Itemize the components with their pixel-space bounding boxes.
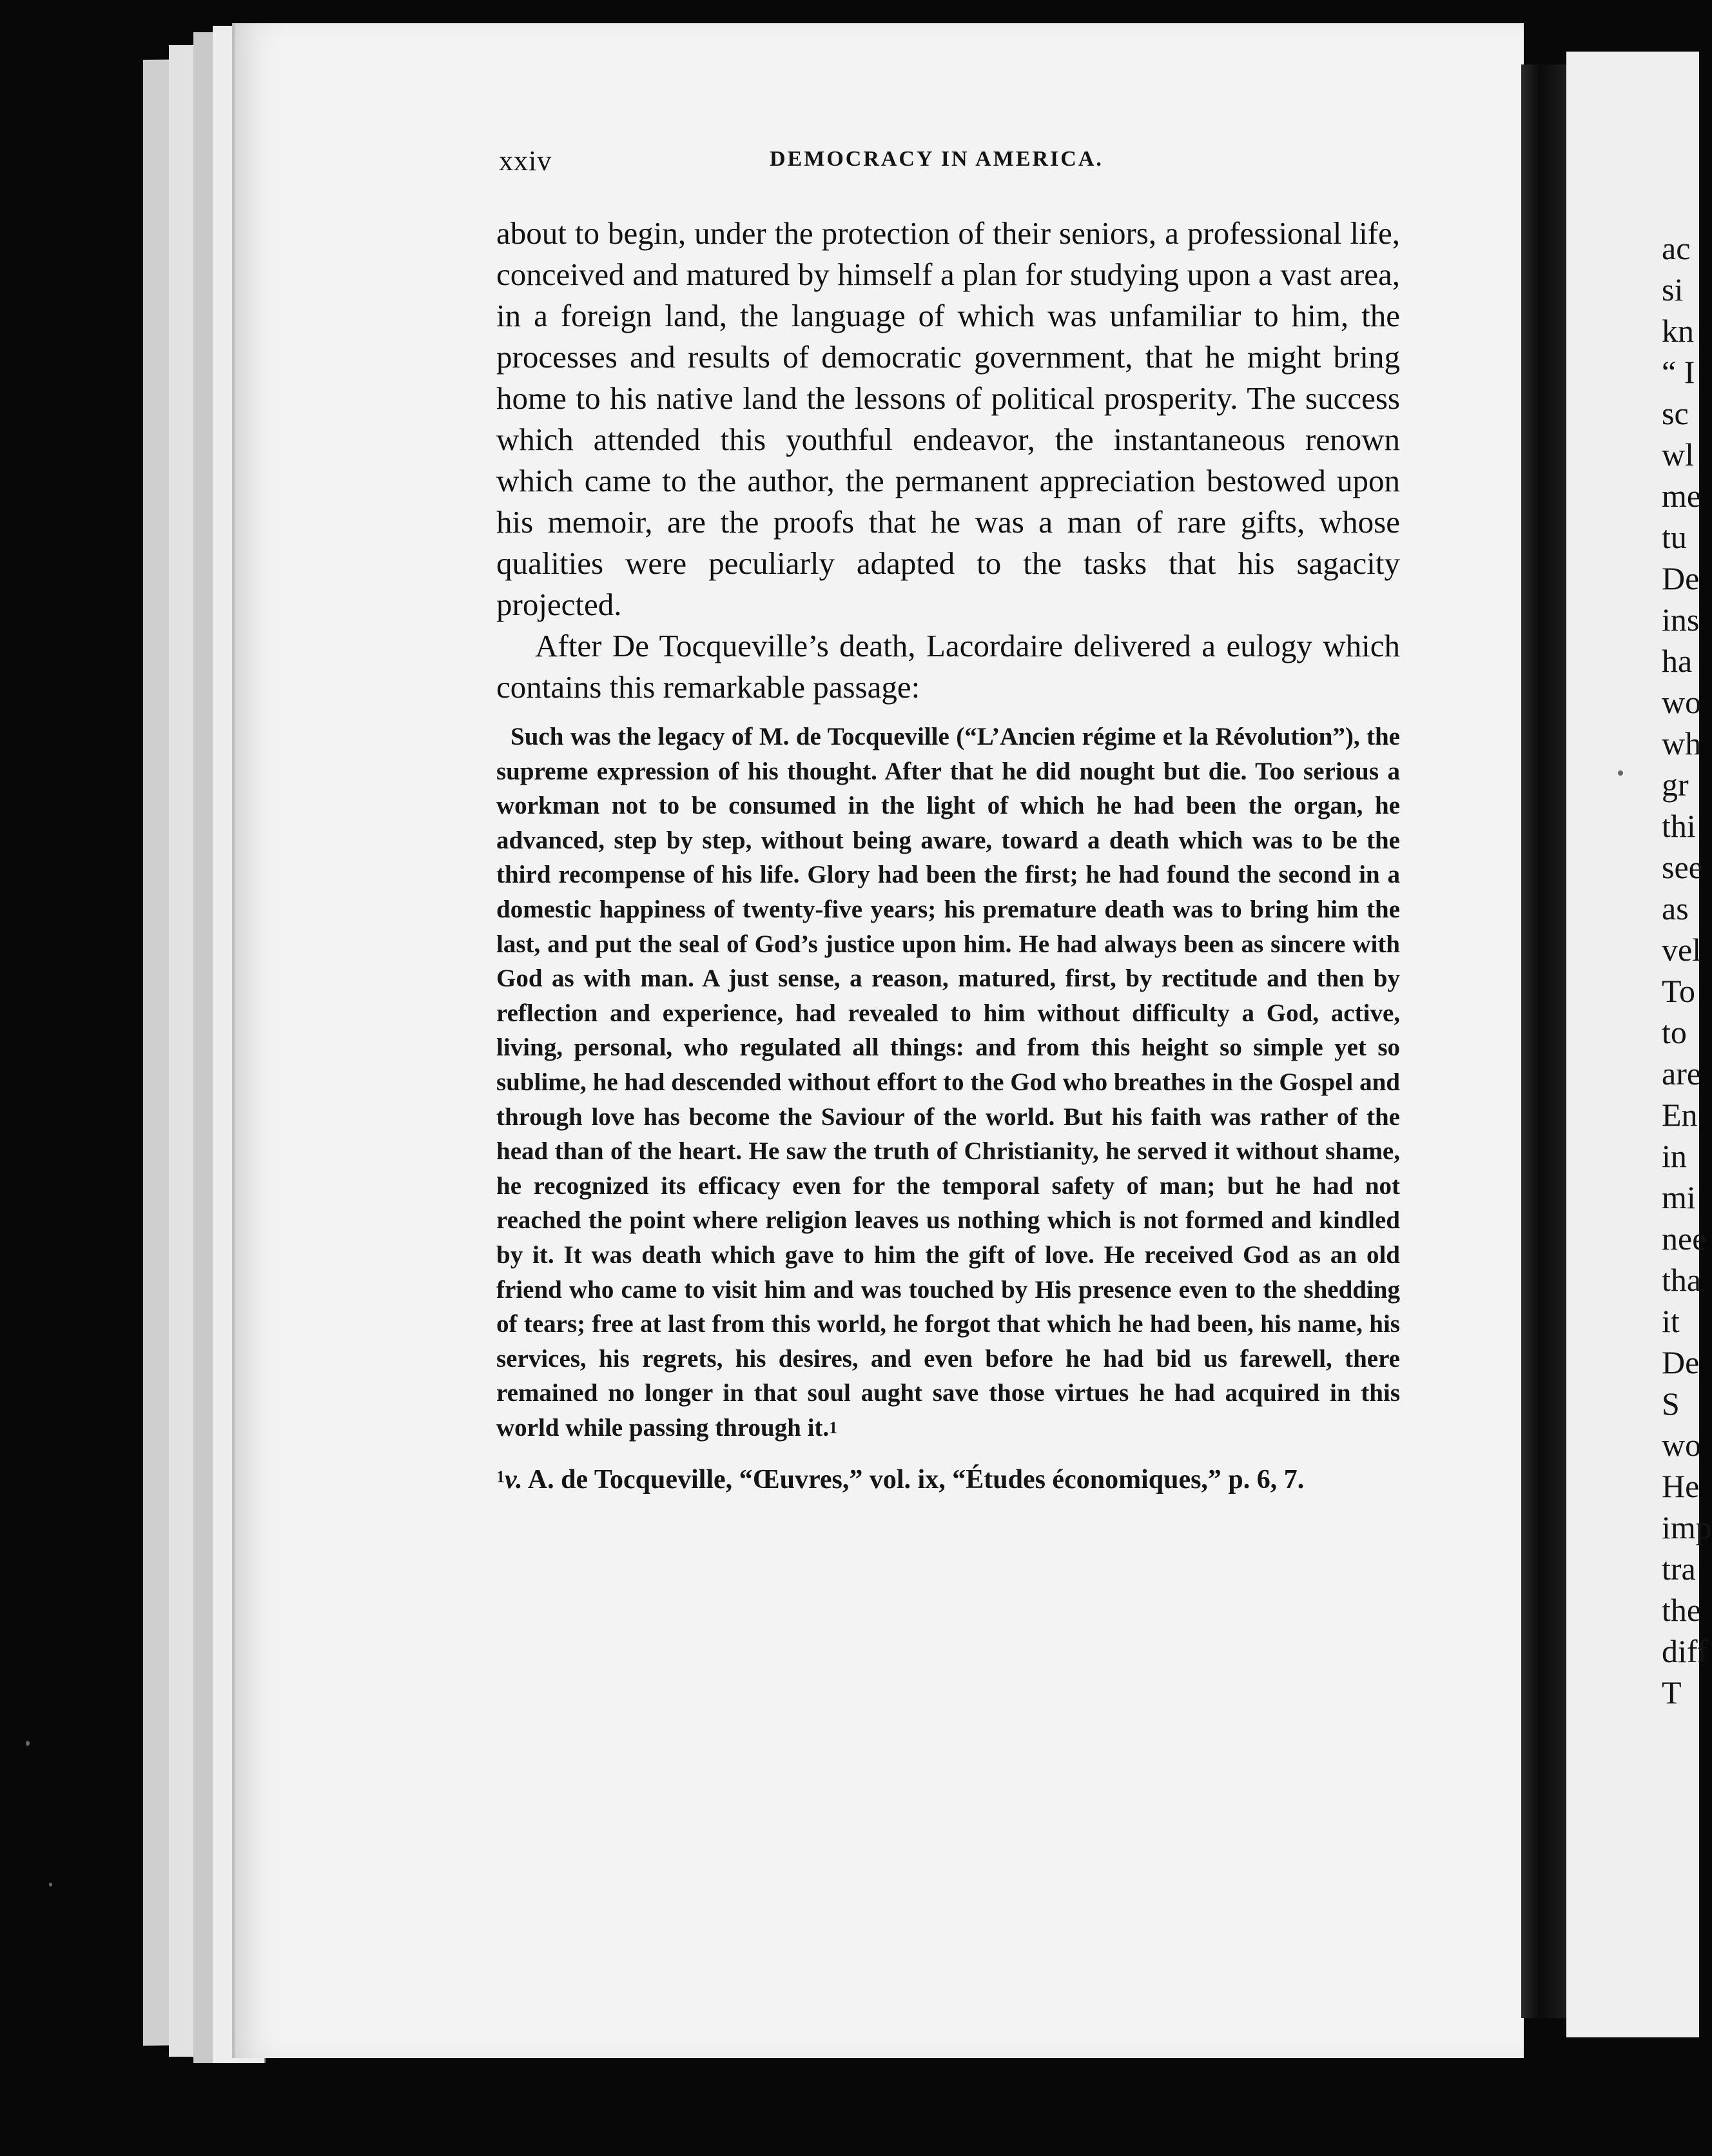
facing-page-line: tu bbox=[1662, 519, 1687, 555]
footnote-reference: 1 bbox=[829, 1418, 838, 1437]
facing-page-line: sc bbox=[1662, 395, 1689, 431]
book-gutter bbox=[1521, 64, 1566, 2018]
facing-page-line: thi bbox=[1662, 808, 1696, 844]
facing-page-line: wl bbox=[1662, 436, 1694, 473]
facing-page-line: ac bbox=[1662, 230, 1691, 266]
dust-speck bbox=[49, 1883, 52, 1886]
facing-page-line: imp bbox=[1662, 1509, 1712, 1545]
facing-page-line: it bbox=[1662, 1303, 1680, 1339]
facing-page-line: to bbox=[1662, 1014, 1687, 1050]
facing-page-line: as bbox=[1662, 890, 1689, 926]
facing-page-line: ha bbox=[1662, 643, 1693, 679]
facing-page-line: mi bbox=[1662, 1179, 1696, 1215]
facing-page bbox=[1566, 52, 1712, 2037]
facing-page-line: in bbox=[1662, 1138, 1687, 1174]
facing-page-line: kn bbox=[1662, 313, 1694, 349]
paragraph-lacordaire: After De Tocqueville’s death, Lacordaire delivered a eulogy which contains this remarkable passage: bbox=[496, 628, 1400, 705]
facing-page-line: me bbox=[1662, 478, 1702, 514]
facing-page-line: De bbox=[1662, 1344, 1700, 1380]
dust-speck bbox=[26, 1741, 30, 1746]
page-number: xxiv bbox=[499, 145, 552, 177]
facing-page-line: si bbox=[1662, 271, 1684, 308]
eulogy-text: Such was the legacy of M. de Tocqueville (“L’Ancien régime et la Révolution”), the supreme expression of his thought. After that he did nought but die. Too serious a workman not to be consumed in the light of which he had been the organ, he advanced, step by step, without being aware, toward a death which was to be the third recompense of his life. Glory had been the first; he had found the second in a domestic happiness of twenty-five years; his premature death was to bring him the last, and put the seal of God’s justice upon him. He had always been as sincere with God as with man. A just sense, a reason, matured, first, by rectitude and then by reflection and experience, had revealed to him without difficulty a God, active, living, personal, who regulated all things: and from this height so simple yet so sublime, he had descended without effort to the God who breathes in the Gospel and through love has become the Saviour of the world. But his faith was rather of the head than of the heart. He saw the truth of Christianity, he served it without shame, he recognized its efficacy even for the temporal safety of man; but he had not reached the point where religion leaves us nothing which is not formed and kindled by it. It was death which gave to him the gift of love. He received God as an old friend who came to visit him and was touched by His presence even to the shedding of tears; free at last from this world, he forgot that which he had been, his name, his services, his regrets, his desires, and even before he had bid us farewell, there remained no longer in that soul aught save those virtues he had acquired in this world while passing through it. bbox=[496, 723, 1400, 1442]
facing-page-line: ins bbox=[1662, 602, 1700, 638]
body-text bbox=[496, 213, 1400, 1498]
facing-page-line: He bbox=[1662, 1468, 1700, 1504]
running-title: DEMOCRACY IN AMERICA. bbox=[770, 147, 1104, 171]
facing-page-line: En bbox=[1662, 1097, 1698, 1133]
facing-page-line: are bbox=[1662, 1055, 1702, 1092]
paragraph-continuation: about to begin, under the protection of their seniors, a professional life, conceived and matured by himself a plan for studying upon a vast area, in a foreign land, the language of which was unfamiliar to him, the processes and results of democratic government, that he might bring home to his native land the lessons of political prosperity. The success which attended this youthful endeavor, the instantaneous renown which came to the author, the permanent appreciation bestowed upon his memoir, are the proofs that he was a man of rare gifts, whose qualities were peculiarly adapted to the tasks that his sagacity projected. bbox=[496, 215, 1400, 622]
facing-page-line: nee bbox=[1662, 1220, 1707, 1257]
facing-page-line: diff bbox=[1662, 1633, 1708, 1669]
footnote-v: v. bbox=[505, 1465, 523, 1495]
footnote-text: A. de Tocqueville, “Œuvres,” vol. ix, “Études économiques,” p. 6, 7. bbox=[527, 1465, 1305, 1495]
eulogy-extract bbox=[496, 720, 1400, 1445]
facing-page-line: the bbox=[1662, 1592, 1702, 1628]
facing-page-line: S bbox=[1662, 1386, 1680, 1422]
facing-page-line: gr bbox=[1662, 767, 1689, 803]
facing-page-line: “ I bbox=[1662, 354, 1695, 390]
facing-page-line: tra bbox=[1662, 1551, 1696, 1587]
footnote-marker: 1 bbox=[496, 1467, 505, 1487]
facing-page-line: tha bbox=[1662, 1262, 1702, 1298]
facing-page-line: wo bbox=[1662, 1427, 1702, 1463]
footnote bbox=[496, 1462, 1400, 1498]
dust-speck bbox=[1618, 770, 1623, 776]
running-head bbox=[499, 144, 1408, 183]
facing-page-line: To bbox=[1662, 973, 1696, 1009]
facing-page-line: see bbox=[1662, 849, 1703, 885]
facing-page-line: De bbox=[1662, 560, 1700, 596]
facing-page-line: wo bbox=[1662, 684, 1702, 720]
facing-page-line: T bbox=[1662, 1674, 1682, 1710]
facing-page-line: vel bbox=[1662, 932, 1702, 968]
facing-page-line: wh bbox=[1662, 725, 1702, 761]
